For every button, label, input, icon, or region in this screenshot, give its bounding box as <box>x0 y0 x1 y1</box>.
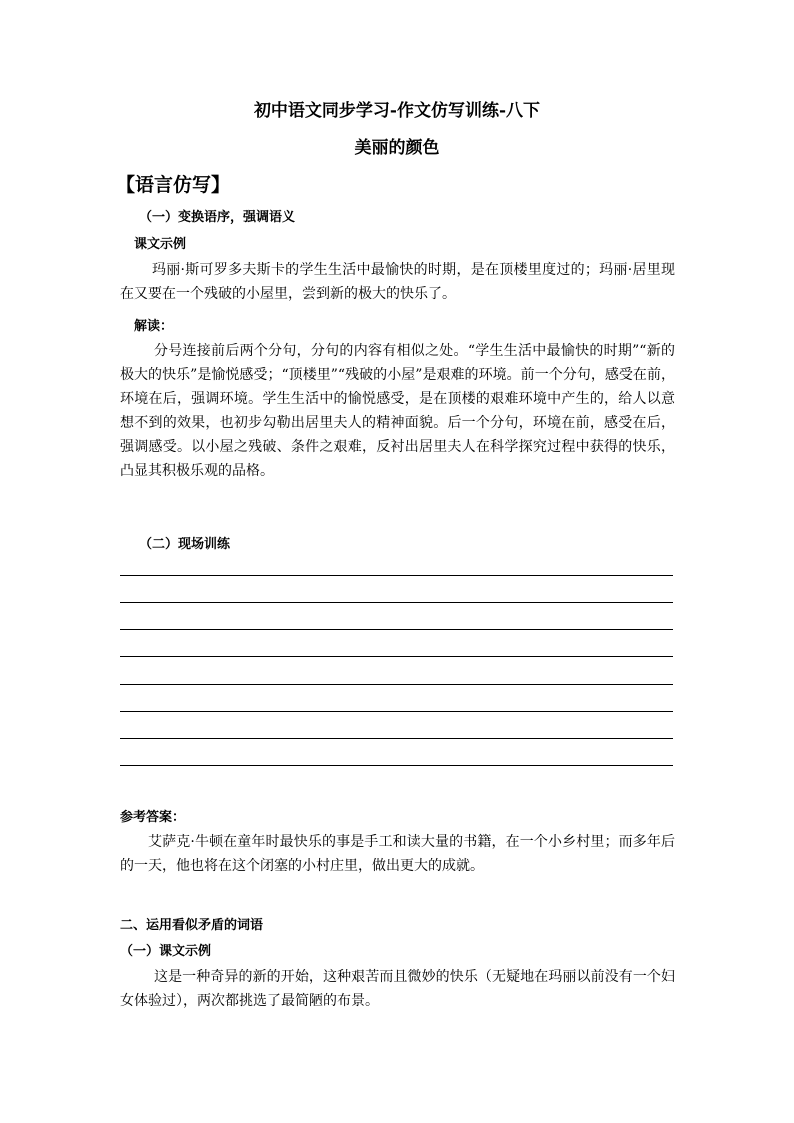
analysis-label: 解读： <box>134 319 174 334</box>
practice-line[interactable] <box>120 602 673 603</box>
part1-heading: （一）变换语序，强调语义 <box>139 210 296 225</box>
section2-heading: 二、运用看似矛盾的词语 <box>120 918 264 933</box>
practice-line[interactable] <box>120 738 673 739</box>
practice-line[interactable] <box>120 629 673 630</box>
document-title: 初中语文同步学习-作文仿写训练-八下 <box>253 101 541 121</box>
section2-subheading: （一）课文示例 <box>120 944 212 959</box>
analysis-text: 分号连接前后两个分句，分句的内容有相似之处。“学生生活中最愉快的时期”“新的极大的快乐”是愉悦感受；“顶楼里”“残破的小屋”是艰难的环境。前一个分句，感受在前，环境在后，强调环境。学生生活中的愉悦感受，是在顶楼的艰难环境中产生的，给人以意想不到的效果，也初步勾勒出居里夫人的精神面貌。后一个分句，环境在前，感受在后，强调感受。以小屋之残破、条件之艰难，反衬出居里夫人在科学探究过程中获得的快乐，凸显其积极乐观的品格。 <box>120 343 675 479</box>
practice-line[interactable] <box>120 765 673 766</box>
practice-line[interactable] <box>120 656 673 657</box>
document-subtitle: 美丽的颜色 <box>354 138 440 158</box>
part2-heading: （二）现场训练 <box>139 537 231 552</box>
section2-example-text: 这是一种奇异的新的开始，这种艰苦而且微妙的快乐（无疑地在玛丽以前没有一个妇女体验过），两次都挑选了最简陋的布景。 <box>120 969 675 1009</box>
answer-text: 艾萨克·牛顿在童年时最快乐的事是手工和读大量的书籍，在一个小乡村里；而多年后的一天，他也将在这个闭塞的小村庄里，做出更大的成就。 <box>120 834 675 874</box>
example-text: 玛丽·斯可罗多夫斯卡的学生生活中最愉快的时期，是在顶楼里度过的；玛丽·居里现在又要在一个残破的小屋里，尝到新的极大的快乐了。 <box>120 262 675 302</box>
practice-line[interactable] <box>120 711 673 712</box>
answer-label: 参考答案： <box>120 810 186 825</box>
section-heading-language-imitation: 【语言仿写】 <box>116 174 231 196</box>
practice-line[interactable] <box>120 575 673 576</box>
example-label: 课文示例 <box>134 237 187 252</box>
practice-line[interactable] <box>120 684 673 685</box>
